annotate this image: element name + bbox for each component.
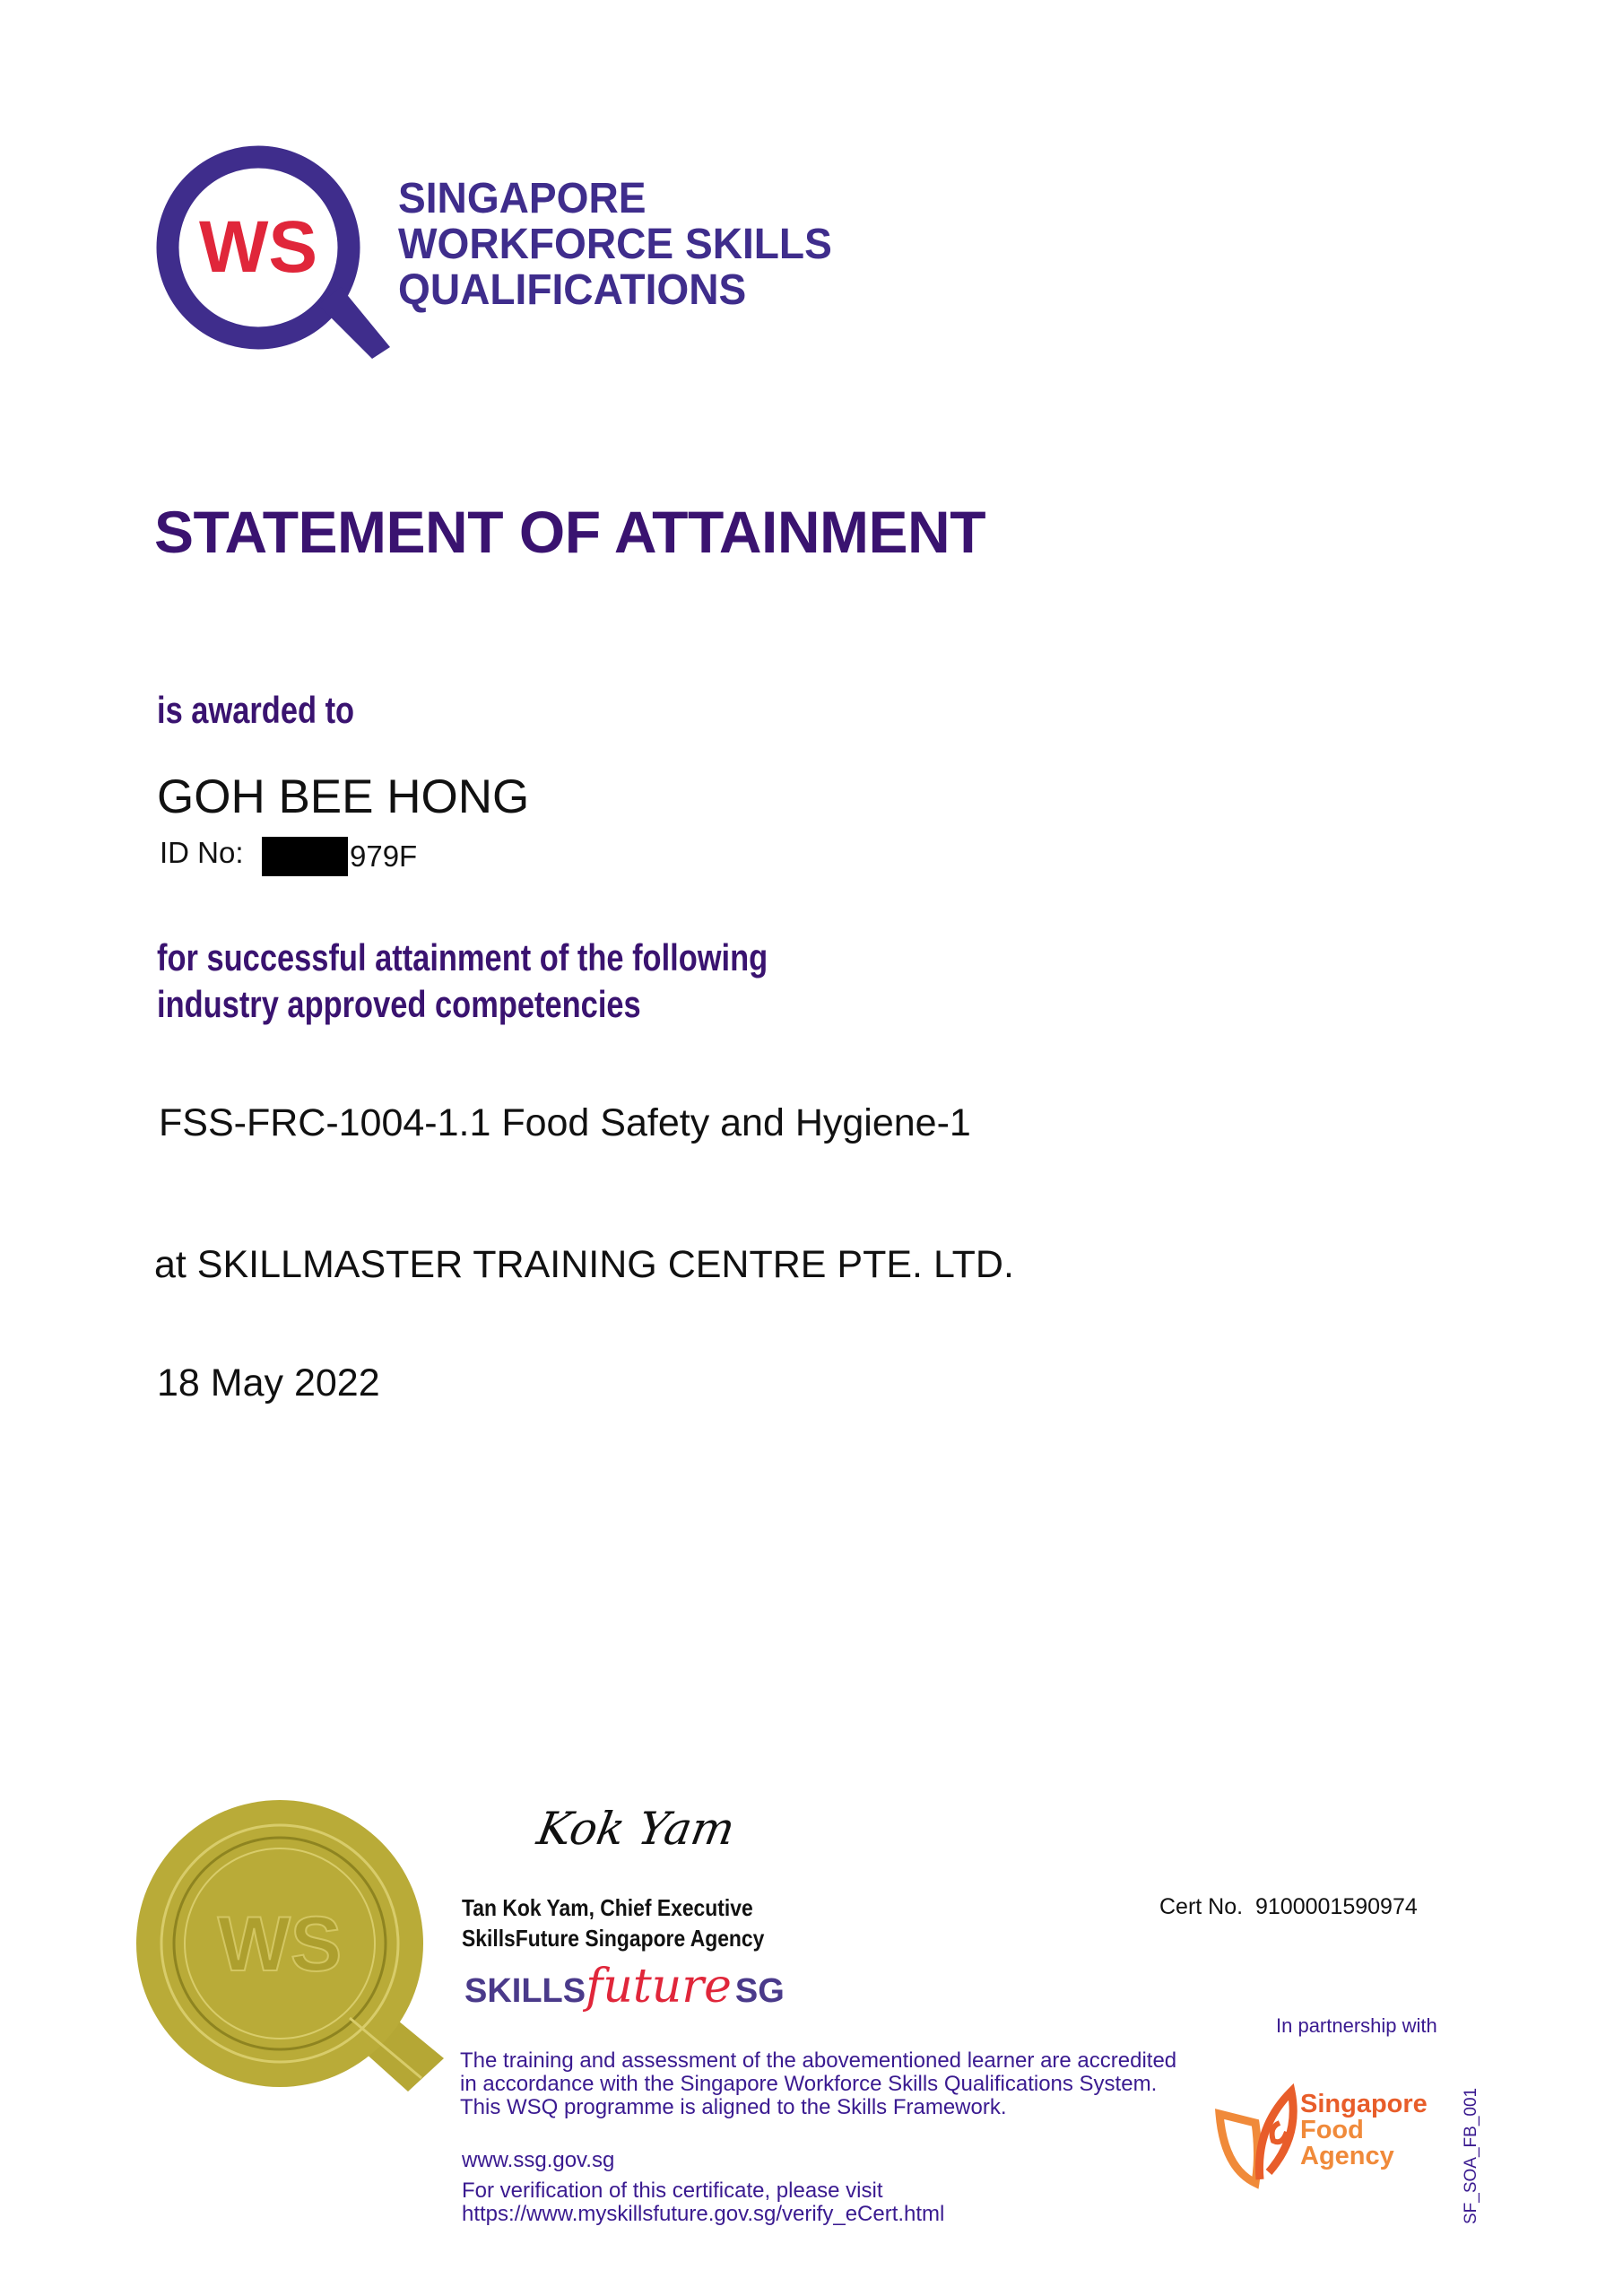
verification-url[interactable]: https://www.myskillsfuture.gov.sg/verify_eCert.html <box>462 2202 945 2226</box>
training-provider: at SKILLMASTER TRAINING CENTRE PTE. LTD. <box>154 1243 1014 1286</box>
attainment-line: for successful attainment of the following <box>157 936 768 978</box>
recipient-name: GOH BEE HONG <box>157 770 530 823</box>
logo-future: future <box>586 1960 732 2013</box>
page-title: STATEMENT OF ATTAINMENT <box>154 499 986 565</box>
form-code: SF_SOA_FB_001 <box>1462 2087 1480 2224</box>
accreditation-line: This WSQ programme is aligned to the Skills Framework. <box>460 2095 1007 2119</box>
wsq-seal-icon <box>135 1798 448 2103</box>
signatory-name: Tan Kok Yam, Chief Executive <box>462 1894 753 1921</box>
cert-value: 9100001590974 <box>1255 1894 1418 1919</box>
logo-sg: SG <box>734 1972 785 2010</box>
redaction-box <box>262 837 348 876</box>
accreditation-line: in accordance with the Singapore Workforce Skills Qualifications System. <box>460 2072 1158 2096</box>
attainment-line: industry approved competencies <box>157 983 641 1025</box>
accreditation-text <box>460 2049 1176 2119</box>
verification-text <box>462 2179 944 2226</box>
verification-line: For verification of this certificate, please visit <box>462 2179 883 2203</box>
wsq-logo-text <box>398 176 832 313</box>
website-link[interactable]: www.ssg.gov.sg <box>462 2148 615 2172</box>
cert-number <box>1159 1894 1418 1920</box>
sfa-leaf-icon <box>1215 2074 1305 2190</box>
skillsfuture-logo <box>464 1960 785 2022</box>
sfa-line: Agency <box>1300 2142 1394 2170</box>
logo-line: QUALIFICATIONS <box>398 266 747 314</box>
signature: Kok Yam <box>533 1803 739 1855</box>
logo-line: SINGAPORE <box>398 175 647 222</box>
award-date: 18 May 2022 <box>157 1361 380 1405</box>
id-label: ID No: <box>160 836 244 869</box>
partnership-label: In partnership with <box>1276 2014 1437 2037</box>
gold-seal <box>135 1798 448 2103</box>
id-value: 979F <box>350 839 418 873</box>
cert-label: Cert No. <box>1159 1894 1244 1919</box>
wsq-logo <box>152 139 421 363</box>
accreditation-line: The training and assessment of the abovementioned learner are accredited <box>460 2048 1177 2073</box>
awarded-label: is awarded to <box>157 689 355 731</box>
signatory-organisation: SkillsFuture Singapore Agency <box>462 1925 765 1952</box>
logo-line: WORKFORCE SKILLS <box>398 221 832 268</box>
logo-skills: SKILLS <box>464 1972 586 2010</box>
signatory-block <box>462 1892 764 1953</box>
wsq-q-mark-icon <box>152 139 421 363</box>
svg-text:WS: WS <box>217 1901 343 1987</box>
attainment-text <box>157 935 768 1028</box>
svg-text:WS: WS <box>198 206 318 288</box>
sfa-line: Food <box>1300 2116 1364 2144</box>
sfa-logo <box>1215 2074 1439 2190</box>
sfa-line: Singapore <box>1300 2090 1428 2118</box>
competency: FSS-FRC-1004-1.1 Food Safety and Hygiene-1 <box>159 1101 971 1144</box>
